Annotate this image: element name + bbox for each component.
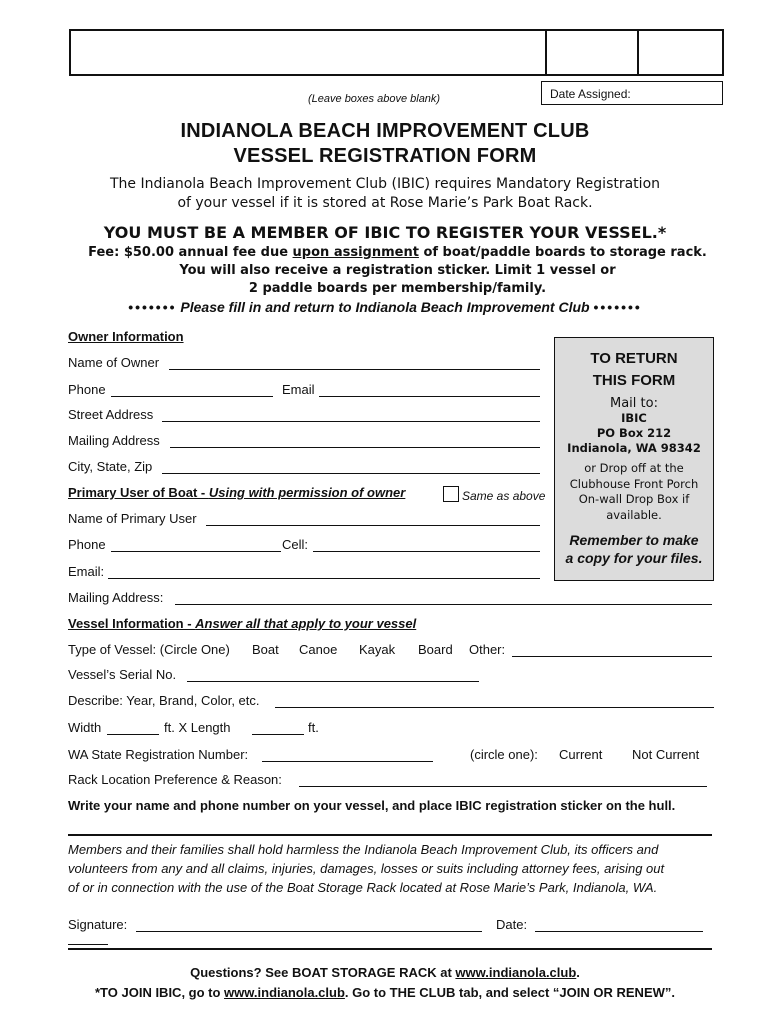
form-title-line1: INDIANOLA BEACH IMPROVEMENT CLUB <box>180 120 590 142</box>
primary-user-heading <box>68 485 405 500</box>
dots-right: ••••••• <box>593 299 642 315</box>
mailing-address-block <box>555 411 713 456</box>
questions-link[interactable]: www.indianola.club <box>455 965 577 980</box>
vessel-other-field[interactable] <box>512 656 712 657</box>
street-address-field[interactable] <box>162 421 540 422</box>
intro-line2: of your vessel if it is stored at Rose Marie’s Park Boat Rack. <box>177 195 593 211</box>
intro-line1: The Indianola Beach Improvement Club (IBIC) requires Mandatory Registration <box>109 176 661 192</box>
primary-user-name-label: Name of Primary User <box>68 511 197 526</box>
length-field[interactable] <box>252 734 304 735</box>
join-text-end: . Go to THE CLUB tab, and select “JOIN OR RENEW”. <box>344 985 675 1000</box>
rem-line2: a copy for your files. <box>565 550 703 566</box>
addr-line3: Indianola, WA 98342 <box>567 441 701 455</box>
vessel-other-label: Other: <box>469 642 506 657</box>
fee-underlined: upon assignment <box>292 245 419 260</box>
office-use-boxes <box>69 29 724 76</box>
wa-registration-field[interactable] <box>262 761 433 762</box>
owner-email-label: Email <box>282 382 315 397</box>
vessel-option-board[interactable]: Board <box>418 642 453 657</box>
primary-email-field[interactable] <box>108 578 540 579</box>
sticker-line: You will also receive a registration sticker. Limit 1 vessel or <box>179 263 616 278</box>
owner-name-field[interactable] <box>169 369 540 370</box>
to-return-text: TO RETURN <box>590 350 678 367</box>
same-as-above-label: Same as above <box>462 489 546 503</box>
date-assigned-box: Date Assigned: <box>541 81 723 105</box>
drop-line2: Clubhouse Front Porch <box>569 476 699 491</box>
width-label: Width <box>68 720 102 735</box>
same-as-above-checkbox[interactable] <box>443 486 459 502</box>
registration-current-option[interactable]: Current <box>559 747 603 762</box>
primary-user-heading-text: Primary User of Boat - <box>68 485 209 500</box>
city-state-zip-field[interactable] <box>162 473 540 474</box>
describe-field[interactable] <box>275 707 714 708</box>
owner-phone-field[interactable] <box>111 396 273 397</box>
form-title-line2: VESSEL REGISTRATION FORM <box>233 145 537 167</box>
leave-blank-note: (Leave boxes above blank) <box>308 93 441 105</box>
signature-field[interactable] <box>136 931 482 932</box>
primary-user-name-field[interactable] <box>206 525 540 526</box>
please-fill-text: Please fill in and return to Indianola Beach Improvement Club <box>176 299 594 315</box>
signature-label: Signature: <box>68 917 128 932</box>
fee-text: Fee: $50.00 annual fee due <box>88 245 293 260</box>
primary-phone-field[interactable] <box>111 551 281 552</box>
membership-notice: YOU MUST BE A MEMBER OF IBIC TO REGISTER YOUR VESSEL.* <box>103 223 667 242</box>
box-divider <box>545 31 547 74</box>
box-divider <box>637 31 639 74</box>
date-field[interactable] <box>535 931 703 932</box>
questions-text: Questions? See BOAT STORAGE RACK at <box>190 965 456 980</box>
primary-cell-field[interactable] <box>313 551 540 552</box>
city-state-zip-label: City, State, Zip <box>68 459 153 474</box>
legal-line1: Members and their families shall hold harmless the Indianola Beach Improvement Club, its officers and <box>68 842 659 857</box>
join-line <box>0 985 770 1000</box>
vessel-option-kayak[interactable]: Kayak <box>359 642 396 657</box>
join-text: *TO JOIN IBIC, go to <box>95 985 225 1000</box>
date-label: Date: <box>496 917 528 932</box>
registration-not-current-option[interactable]: Not Current <box>632 747 700 762</box>
length-ft-label: ft. <box>308 720 319 735</box>
describe-label: Describe: Year, Brand, Color, etc. <box>68 693 260 708</box>
drop-line4: available. <box>606 507 662 522</box>
vessel-option-boat[interactable]: Boat <box>252 642 279 657</box>
rack-preference-label: Rack Location Preference & Reason: <box>68 772 282 787</box>
primary-phone-label: Phone <box>68 537 106 552</box>
mailing-address-label: Mailing Address <box>68 433 160 448</box>
owner-name-label: Name of Owner <box>68 355 160 370</box>
fee-line <box>0 245 770 260</box>
hold-harmless-statement <box>68 840 716 897</box>
divider-bottom <box>68 948 712 950</box>
rack-preference-field[interactable] <box>299 786 707 787</box>
vessel-type-label: Type of Vessel: (Circle One) <box>68 642 230 657</box>
legal-line3: of or in connection with the use of the Boat Storage Rack located at Rose Marie’s Park, Indianola, WA. <box>68 880 658 895</box>
serial-number-field[interactable] <box>187 681 479 682</box>
remember-copy-note <box>555 531 713 567</box>
signature-underline-stub <box>68 944 108 945</box>
sticker-instruction: Write your name and phone number on your vessel, and place IBIC registration sticker on the hull. <box>68 798 676 813</box>
width-field[interactable] <box>107 734 159 735</box>
serial-number-label: Vessel’s Serial No. <box>68 667 177 682</box>
owner-info-heading: Owner Information <box>68 329 184 344</box>
owner-phone-label: Phone <box>68 382 106 397</box>
addr-line2: PO Box 212 <box>596 426 672 440</box>
this-form-text: THIS FORM <box>592 372 676 389</box>
divider-top <box>68 834 712 836</box>
primary-mailing-field[interactable] <box>175 604 712 605</box>
addr-line1: IBIC <box>621 411 647 425</box>
vessel-heading-italic: Answer all that apply to your vessel <box>195 616 417 631</box>
drop-line3: On-wall Drop Box if <box>578 492 690 506</box>
limit-line: 2 paddle boards per membership/family. <box>248 281 547 296</box>
mail-to-label: Mail to: <box>610 396 658 411</box>
join-link[interactable]: www.indianola.club <box>224 985 345 1000</box>
drop-off-instructions <box>555 461 713 523</box>
street-address-label: Street Address <box>68 407 154 422</box>
primary-cell-label: Cell: <box>282 537 309 552</box>
vessel-heading-text: Vessel Information - <box>68 616 196 631</box>
return-instructions-box <box>554 337 714 581</box>
primary-email-label: Email: <box>68 564 105 579</box>
legal-line2: volunteers from any and all claims, injuries, damages, losses or suits including attorney fees, arising out <box>68 861 665 876</box>
wa-registration-label: WA State Registration Number: <box>68 747 249 762</box>
vessel-info-heading <box>68 616 416 631</box>
vessel-option-canoe[interactable]: Canoe <box>299 642 338 657</box>
please-fill-line <box>0 299 770 315</box>
questions-period: . <box>576 965 580 980</box>
circle-one-label: (circle one): <box>470 747 538 762</box>
fee-text-end: of boat/paddle boards to storage rack. <box>418 245 707 260</box>
to-return-title <box>555 348 713 392</box>
primary-user-heading-italic: Using with permission of owner <box>208 485 406 500</box>
drop-line1: or Drop off at the <box>584 461 684 475</box>
owner-email-field[interactable] <box>319 396 540 397</box>
mailing-address-field[interactable] <box>170 447 540 448</box>
primary-mailing-label: Mailing Address: <box>68 590 164 605</box>
questions-line <box>0 965 770 980</box>
length-label: ft. X Length <box>164 720 231 735</box>
dots-left: ••••••• <box>128 299 177 315</box>
rem-line1: Remember to make <box>569 532 699 548</box>
